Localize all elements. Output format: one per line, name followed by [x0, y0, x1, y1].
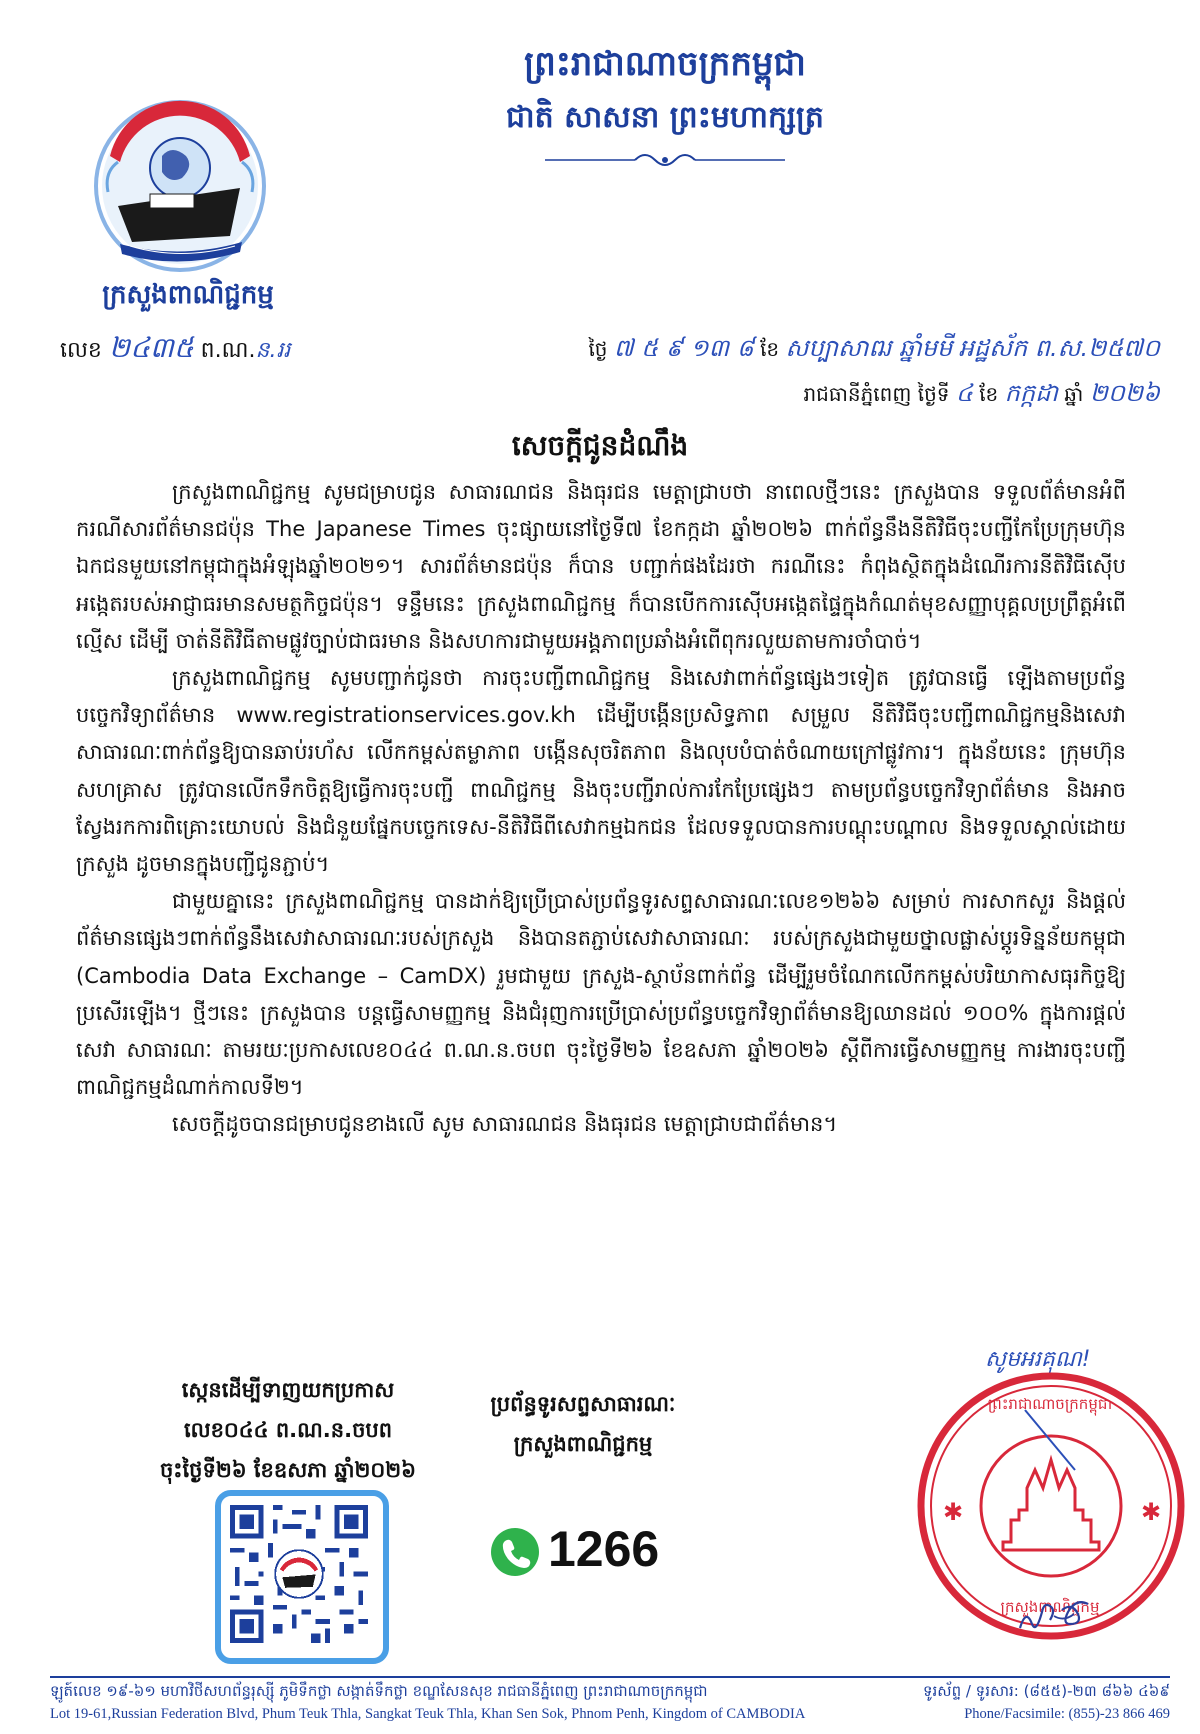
solar-year: ២០២៦ [1089, 379, 1160, 407]
solar-month-label: ខែ [979, 382, 999, 406]
paragraph-3: ជាមួយគ្នានេះ ក្រសួងពាណិជ្ជកម្ម បានដាក់ឱ្យប្រើប្រាស់ប្រព័ន្ធទូរសព្ទសាធារណៈលេខ១២៦៦ សម្រាប់ ការសាកសួរ និងផ្តល់ព័ត៌មានផ្សេងៗពាក់ព័ន្ធនឹងសេវាសាធារណៈរបស់ក្រសួង និងបានតភ្ជាប់សេវាសាធារណៈ របស់ក្រសួងជាមួយថ្នាលផ្លាស់ប្តូរទិន្នន័យកម្ពុជា (Cambodia Data Exchange – CamDX) រួមជាមួយ ក្រសួង-ស្ថាប័នពាក់ព័ន្ធ ដើម្បីរួមចំណែកលើកកម្ពស់បរិយាកាសធុរកិច្ចឱ្យប្រសើរឡើង។ ថ្មីៗនេះ ក្រសួងបាន បន្តធ្វើសាមញ្ញកម្ម និងជំរុញការប្រើប្រាស់ប្រព័ន្ធបច្ចេកវិទ្យាព័ត៌មានឱ្យឈានដល់ ១០០% ក្នុងការផ្តល់សេវា សាធារណៈ តាមរយៈប្រកាសលេខ០៤៤ ព.ណ.ន.ចបព ចុះថ្ងៃទី២៦ ខែឧសភា ឆ្នាំ២០២៦ ស្តីពីការធ្វើសាមញ្ញកម្ម ការងារចុះបញ្ជីពាណិជ្ជកម្មដំណាក់កាលទី២។ [76, 889, 1126, 1100]
lunar-date [510, 333, 1160, 368]
qr-center-logo-icon [275, 1550, 323, 1598]
lunar-month-label: ខែ [760, 337, 780, 361]
scan-caption-line1: ស្កេនដើម្បីទាញយកប្រកាស [181, 1378, 395, 1402]
reference-label: លេខ [60, 338, 102, 363]
notice-body [76, 474, 1126, 1144]
lunar-year: អដ្ឋស័ក ព.ស.២៥៧០ [958, 334, 1160, 362]
footer-phone-kh: ទូរស័ព្ទ / ទូរសារ: (៨៥៥)-២៣ ៨៦៦ ៤៦៩ [923, 1682, 1170, 1700]
lunar-month: សប្បាសាឍ ឆ្នាំមមី [785, 334, 953, 362]
solar-day: ៤ [955, 379, 973, 407]
qr-code[interactable] [230, 1505, 368, 1643]
ministry-logo [90, 96, 270, 276]
hotline-number[interactable]: 1266 [548, 1521, 660, 1577]
footer-address-kh: ឡូត៍លេខ ១៩-៦១ មហាវិថីសហព័ន្ធរុស្ស៊ី ភូមិទឹកថ្លា សង្កាត់ទឹកថ្លា ខណ្ឌសែនសុខ រាជធានីភ្នំពេញ ព្រះរាជាណាចក្រកម្ពុជា [50, 1682, 708, 1700]
svg-text:✱: ✱ [943, 1498, 964, 1526]
phone-icon [490, 1527, 540, 1577]
hotline-caption-line1: ប្រព័ន្ធទូរសព្ទសាធារណៈ [490, 1392, 676, 1416]
footer-divider [50, 1676, 1170, 1678]
thanks-handwritten: សូមអរគុណ! [985, 1347, 1091, 1372]
hotline-caption [448, 1384, 718, 1464]
angkor-temple-icon [1003, 1460, 1099, 1550]
paragraph-4: សេចក្តីដូចបានជម្រាបជូនខាងលើ សូម សាធារណជន និងធុរជន មេត្តាជ្រាបជាព័ត៌មាន។ [172, 1112, 838, 1137]
reference-handwritten-code: ន.ររ [255, 338, 291, 363]
lunar-label: ថ្ងៃ [588, 337, 608, 361]
solar-place: រាជធានីភ្នំពេញ ថ្ងៃទី [803, 382, 950, 406]
paragraph-2: ក្រសួងពាណិជ្ជកម្ម សូមបញ្ជាក់ជូនថា ការចុះបញ្ជីពាណិជ្ជកម្ម និងសេវាពាក់ព័ន្ធផ្សេងៗទៀត ត្រូវបានធ្វើ ឡើងតាមប្រព័ន្ធបច្ចេកវិទ្យាព័ត៌មាន www.registrationservices.gov.kh ដើម្បីបង្កើនប្រសិទ្ធភាព សម្រួល នីតិវិធីចុះបញ្ជីពាណិជ្ជកម្មនិងសេវាសាធារណៈពាក់ព័ន្ធឱ្យបានឆាប់រហ័ស លើកកម្ពស់តម្លាភាព បង្កើនសុចរិតភាព និងលុបបំបាត់ចំណាយក្រៅផ្លូវការ។ ក្នុងន័យនេះ ក្រុមហ៊ុន សហគ្រាស ត្រូវបានលើកទឹកចិត្តឱ្យធ្វើការចុះបញ្ជី ពាណិជ្ជកម្ម និងចុះបញ្ជីរាល់ការកែប្រែផ្សេងៗ តាមប្រព័ន្ធបច្ចេកវិទ្យាព័ត៌មាន និងអាចស្វែងរកការពិគ្រោះយោបល់ និងជំនួយផ្នែកបច្ចេកទេស-នីតិវិធីពីសេវាកម្មឯកជន ដែលទទួលបានការបណ្តុះបណ្តាល និងទទួលស្គាល់ដោយ ក្រសួង ដូចមានក្នុងបញ្ជីជូនភ្ជាប់។ [76, 666, 1126, 877]
footer-address-en: Lot 19-61,Russian Federation Blvd, Phum Teuk Thla, Sangkat Teuk Thla, Khan Sen Sok, Phnom Penh, Kingdom of CAMBODIA [50, 1706, 806, 1722]
notice-title: សេចក្តីជូនដំណឹង [511, 429, 689, 462]
seal-text-bottom: ក្រសួងពាណិជ្ជកម្ម [1000, 1598, 1100, 1616]
svg-text:✱: ✱ [1141, 1498, 1162, 1526]
scan-caption-line2: លេខ០៤៤ ព.ណ.ន.ចបព [183, 1418, 393, 1442]
paragraph-1: ក្រសួងពាណិជ្ជកម្ម សូមជម្រាបជូន សាធារណជន និងធុរជន មេត្តាជ្រាបថា នាពេលថ្មីៗនេះ ក្រសួងបាន ទទួលព័ត៌មានអំពីករណីសារព័ត៌មានជប៉ុន The Japanese Times ចុះផ្សាយនៅថ្ងៃទី៧ ខែកក្កដា ឆ្នាំ២០២៦ ពាក់ព័ន្ធនឹងនីតិវិធីចុះបញ្ជីកែប្រែក្រុមហ៊ុនឯកជនមួយនៅកម្ពុជាក្នុងអំឡុងឆ្នាំ២០២១។ សារព័ត៌មានជប៉ុន ក៏បាន បញ្ជាក់ផងដែរថា ករណីនេះ កំពុងស្ថិតក្នុងដំណើរការនីតិវិធីស៊ើបអង្កេតរបស់អាជ្ញាធរមានសមត្ថកិច្ចជប៉ុន។ ទន្ទឹមនេះ ក្រសួងពាណិជ្ជកម្ម ក៏បានបើកការស៊ើបអង្កេតផ្ទៃក្នុងកំណត់មុខសញ្ញាបុគ្គលប្រព្រឹត្តអំពើល្មើស ដើម្បី ចាត់នីតិវិធីតាមផ្លូវច្បាប់ជាធរមាន និងសហការជាមួយអង្គភាពប្រឆាំងអំពើពុករលួយតាមការចាំបាច់។ [76, 480, 1126, 653]
footer-address-english [50, 1706, 1170, 1723]
lunar-day: ៧ ៥ ៩ ១៣ ៨ [613, 334, 754, 362]
national-motto: ជាតិ សាសនា ព្រះមហាក្សត្រ [506, 100, 824, 135]
signature [1010, 1580, 1130, 1640]
solar-date [480, 378, 1160, 413]
reference-number [60, 330, 290, 371]
solar-month: កក្កដា [1004, 379, 1058, 407]
scan-caption [118, 1370, 458, 1490]
hotline-caption-line2: ក្រសួងពាណិជ្ជកម្ម [513, 1432, 653, 1456]
reference-suffix: ព.ណ. [200, 338, 256, 363]
ministry-name: ក្រសួងពាណិជ្ជកម្ម [102, 280, 274, 310]
reference-handwritten-number: ២៤៣៥ [108, 331, 194, 364]
ornament-divider [545, 150, 785, 170]
kingdom-heading: ព្រះរាជាណាចក្រកម្ពុជា [524, 44, 806, 84]
footer-phone-en: Phone/Facsimile: (855)-23 866 469 [964, 1706, 1170, 1722]
seal-text-top: ព្រះរាជាណាចក្រកម្ពុជា [987, 1395, 1113, 1413]
scan-caption-line3: ចុះថ្ងៃទី២៦ ខែឧសភា ឆ្នាំ២០២៦ [159, 1458, 417, 1482]
footer-address-khmer [50, 1682, 1170, 1704]
solar-year-label: ឆ្នាំ [1064, 382, 1084, 406]
